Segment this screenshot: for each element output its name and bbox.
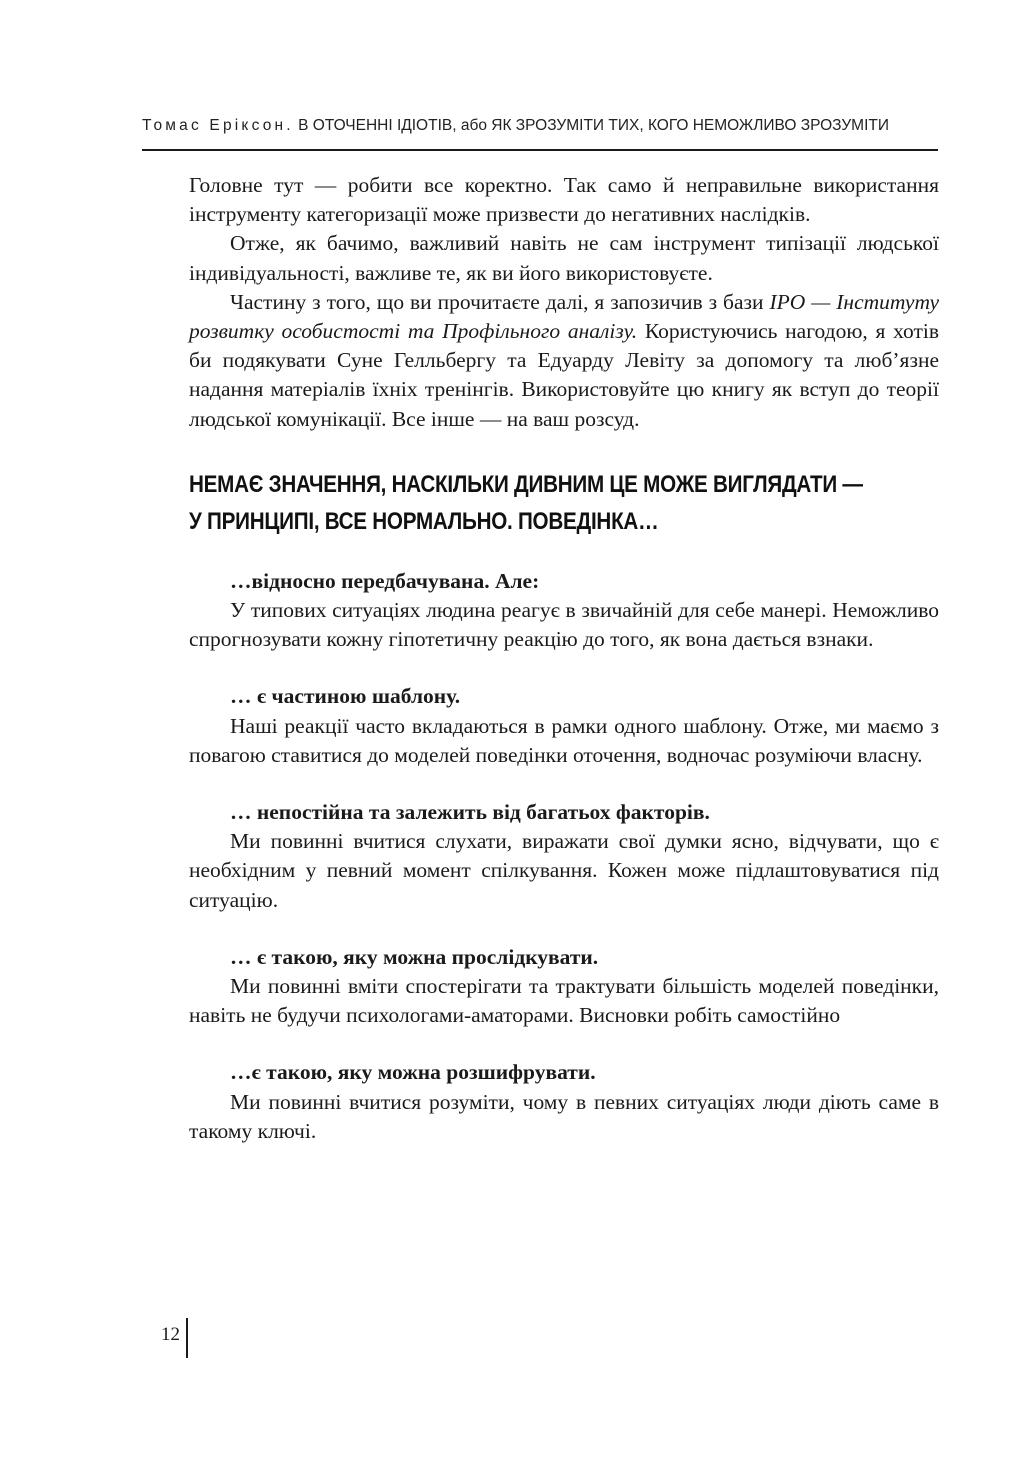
running-head	[142, 114, 938, 138]
behavior-block	[189, 943, 939, 1031]
intro-paragraph-3-end: Користуючись нагодою, я хотів би подякувати Суне Гелльбергу та Едуарду Левіту за допомогу та люб’язне надання матеріалів їхніх тренінгів. Використовуйте цю книгу як вступ до теорії людської комунікації. Все інше — на ваш розсуд.	[189, 319, 939, 431]
behavior-heading: … є такою, яку можна прослідкувати.	[230, 944, 599, 969]
behavior-block	[189, 1058, 939, 1146]
section-title	[189, 466, 929, 540]
intro-paragraph-3	[189, 288, 939, 434]
behavior-text: Наші реакції часто вкладаються в рамки одного шаблону. Отже, ми маємо з повагою ставитися до моделей поведінки оточення, водночас розуміючи власну.	[189, 713, 939, 767]
page-body	[189, 171, 939, 1174]
intro-paragraph-3-start: Частину з того, що ви прочитаєте далі, я запозичив з бази	[230, 289, 770, 314]
behavior-text: Ми повинні вчитися слухати, виражати свої думки ясно, відчувати, що є необхідним у певний момент спілкування. Кожен може підлаштовуватися під ситуацію.	[189, 829, 939, 912]
page-number: 12	[161, 1324, 180, 1345]
page-number-rule	[186, 1318, 188, 1358]
running-head-author: Томас Еріксон.	[142, 117, 294, 134]
behavior-block	[189, 798, 939, 915]
behavior-text: Ми повинні вміти спостерігати та трактувати більшість моделей поведінки, навіть не будучи психологами-аматорами. Висновки робіть самостійно	[189, 974, 939, 1028]
behavior-block	[189, 682, 939, 770]
intro-paragraph-3-italic: IPO — Інституту розвитку особистості та Профільного аналізу.	[189, 289, 939, 344]
header-rule	[142, 149, 938, 151]
behavior-text: У типових ситуаціях людина реагує в звичайній для себе манері. Неможливо спрогнозувати кожну гіпотетичну реакцію до того, як вона дається взнаки.	[189, 598, 939, 652]
section-title-line-1: НЕМАЄ ЗНАЧЕННЯ, НАСКІЛЬКИ ДИВНИМ ЦЕ МОЖЕ ВИГЛЯДАТИ —	[189, 470, 863, 498]
intro-paragraph-1: Головне тут — робити все коректно. Так само й неправильне використання інструменту категоризації може призвести до негативних наслідків.	[189, 173, 939, 227]
behavior-heading: … непостійна та залежить від багатьох факторів.	[230, 800, 710, 825]
behavior-text: Ми повинні вчитися розуміти, чому в певних ситуаціях люди діють саме в такому ключі.	[189, 1089, 939, 1143]
behavior-heading: …відносно передбачувана. Але:	[230, 568, 540, 593]
intro-paragraph-2: Отже, як бачимо, важливий навіть не сам інструмент типізації людської індивідуальності, важливе те, як ви його використовуєте.	[189, 231, 939, 285]
behavior-heading: … є частиною шаблону.	[230, 684, 461, 709]
section-title-line-2: У ПРИНЦИПІ, ВСЕ НОРМАЛЬНО. ПОВЕДІНКА…	[189, 507, 659, 535]
behavior-block	[189, 567, 939, 655]
behavior-heading: …є такою, яку можна розшифрувати.	[230, 1060, 596, 1085]
running-head-title: В ОТОЧЕННІ ІДІОТІВ, або ЯК ЗРОЗУМІТИ ТИХ, КОГО НЕМОЖЛИВО ЗРОЗУМІТИ	[298, 117, 889, 134]
